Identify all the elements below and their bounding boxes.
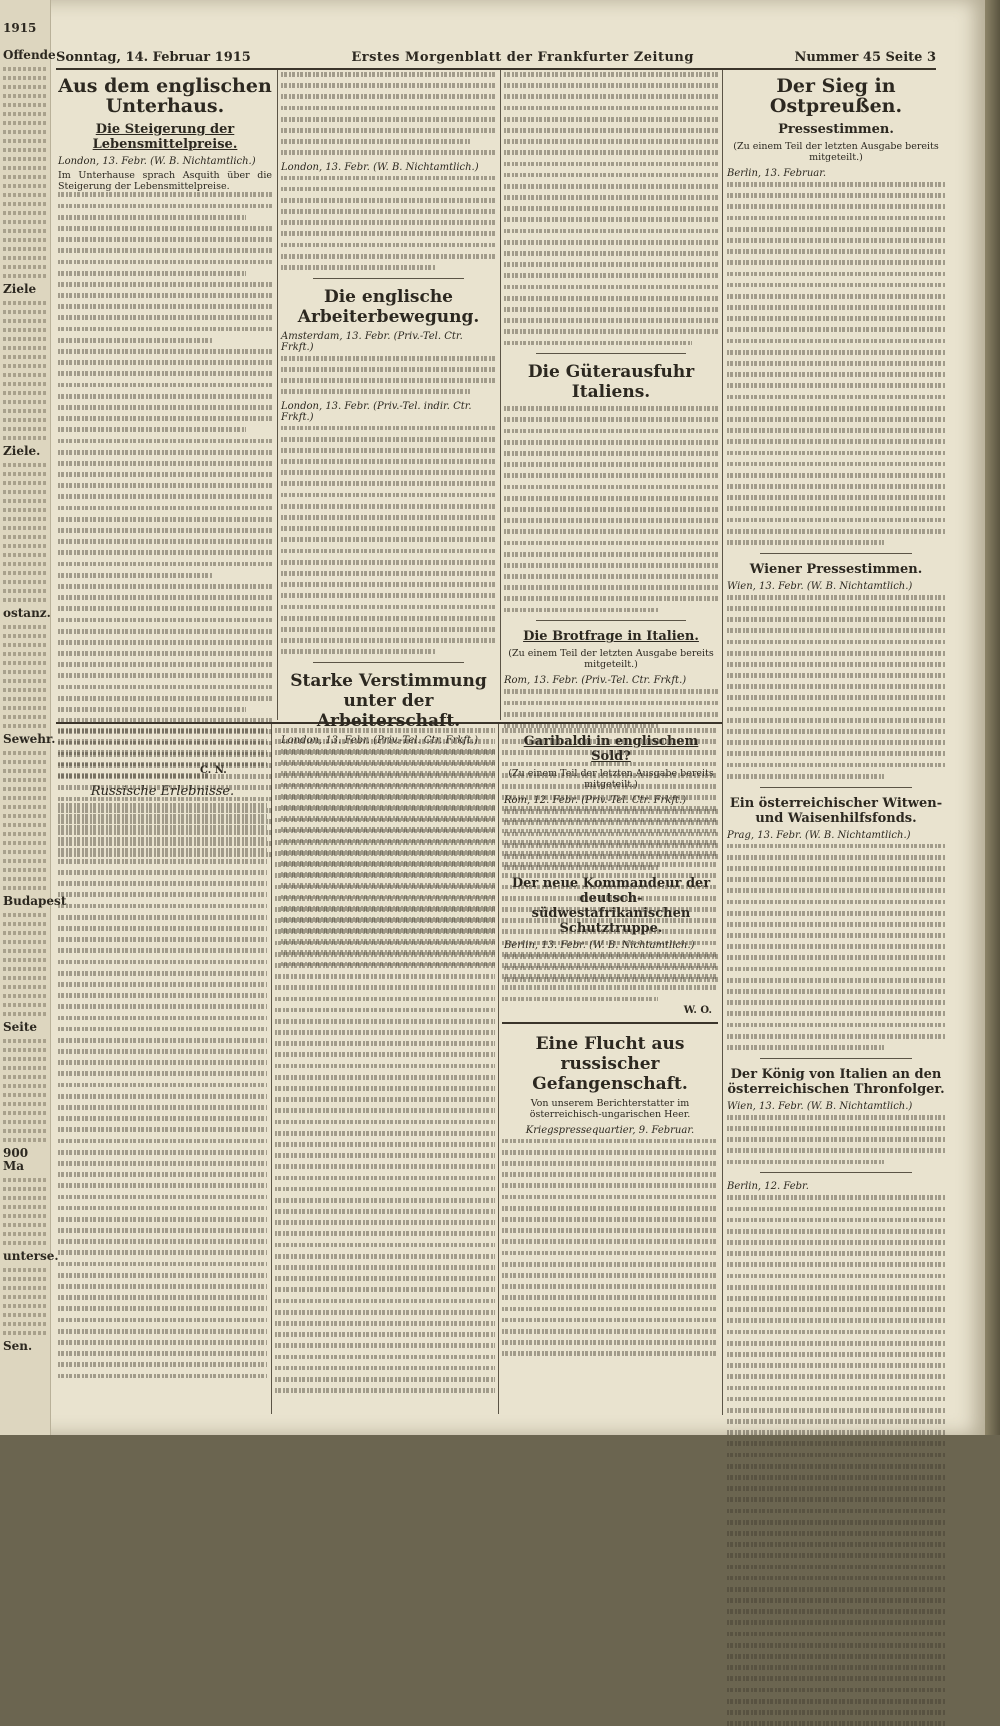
article-body: [727, 595, 945, 779]
article-body: [502, 728, 718, 1001]
article-body: [281, 72, 496, 155]
article-body: [727, 844, 945, 1050]
strip-fragment: Sen.: [3, 1339, 33, 1353]
byline: Von unserem Berichterstatter im österreichisch-ungarischen Heer.: [529, 1097, 691, 1120]
article-headline: Der König von Italien an den österreichischen Thronfolger.: [727, 1066, 945, 1097]
column-arbeiterbewegung: [281, 72, 496, 747]
article-body: [281, 176, 496, 270]
dateline: London, 13. Febr. (Priv.-Tel. Ctr. Frkft.): [281, 735, 479, 747]
signature: C. N.: [200, 765, 227, 776]
article-body: [727, 1115, 945, 1165]
strip-fragment: Seite: [3, 1020, 38, 1034]
column-italien: [504, 72, 718, 952]
article-headline: Garibaldi in englischem Sold?: [523, 734, 699, 765]
article-headline: Starke Verstimmung unter der Arbeiterschaft.: [290, 671, 487, 732]
column-ostpreussen: [727, 72, 945, 1412]
dateline: Rom, 13. Febr. (Priv.-Tel. Ctr. Frkft.): [504, 675, 687, 687]
article-headline: Die Güterausfuhr Italiens.: [527, 362, 695, 403]
issue-date: Sonntag, 14. Februar 1915: [56, 49, 251, 65]
column-unterhaus: [58, 72, 272, 720]
article-subhead: Russische Erlebnisse.: [90, 783, 235, 799]
strip-fragment: Ziele: [3, 282, 37, 296]
strip-fragment: Sewehr.: [3, 732, 56, 746]
strip-fragment: Ziele.: [3, 444, 41, 458]
page-number: Nummer 45 Seite 3: [794, 49, 936, 65]
article-headline: Aus dem englischen Unterhaus.: [58, 75, 272, 117]
dateline: Rom, 12. Febr. (Priv.-Tel. Ctr. Frkft.): [504, 795, 687, 807]
article-body: [504, 72, 718, 345]
article-headline: Die englische Arbeiterbewegung.: [297, 286, 480, 327]
dateline: London, 13. Febr. (W. B. Nichtamtlich.): [58, 156, 256, 167]
article-body: [281, 426, 496, 655]
dateline: Wien, 13. Febr. (W. B. Nichtamtlich.): [727, 1100, 913, 1112]
dateline: Prag, 13. Febr. (W. B. Nichtamtlich.): [727, 829, 911, 841]
signature: W. O.: [683, 1004, 712, 1016]
article-body: [504, 406, 718, 612]
strip-fragment: Budapest: [3, 894, 67, 908]
article-subhead: Pressestimmen.: [778, 122, 894, 137]
dateline: Berlin, 13. Februar.: [727, 168, 827, 179]
article-headline: Der neue Kommandeur der deutsch-südwestafrikanischen Schutztruppe.: [511, 876, 711, 937]
page-header: [56, 48, 936, 70]
dateline: Amsterdam, 13. Febr. (Priv.-Tel. Ctr. Frkft.): [281, 330, 463, 353]
editor-note: (Zu einem Teil der letzten Ausgabe bereits mitgeteilt.): [733, 141, 939, 163]
strip-fragment: ostanz.: [3, 606, 51, 620]
article-body: [58, 803, 267, 1378]
article-subhead: Die Steigerung der Lebensmittelpreise.: [92, 122, 238, 152]
article-headline: Die Brotfrage in Italien.: [523, 629, 699, 645]
article-lead: Im Unterhause sprach Asquith über die Steigerung der Lebensmittelpreise.: [58, 170, 272, 193]
strip-fragment: unterse.: [3, 1249, 59, 1263]
article-body: [727, 1195, 945, 1726]
dateline: London, 13. Febr. (Priv.-Tel. indir. Ctr. Frkft.): [281, 400, 472, 423]
article-subhead: Wiener Pressestimmen.: [749, 561, 923, 577]
editor-note: (Zu einem Teil der letzten Ausgabe bereits mitgeteilt.): [508, 768, 714, 791]
article-body: [502, 1139, 718, 1356]
feuilleton-column-3: [502, 728, 718, 1412]
adjacent-page-strip: [0, 0, 67, 1435]
article-body: [504, 689, 718, 727]
strip-fragment: 900 Ma: [3, 1146, 29, 1173]
article-body: [281, 356, 496, 394]
feuilleton-column-2: [275, 728, 495, 1412]
article-body: [275, 728, 495, 1393]
strip-fragment: Offende: [3, 48, 56, 62]
article-headline: Der Sieg in Ostpreußen.: [769, 75, 903, 117]
dateline: London, 13. Febr. (W. B. Nichtamtlich.): [281, 161, 479, 173]
dateline: Berlin, 13. Febr. (W. B. Nichtamtlich.): [504, 940, 695, 952]
article-body: [58, 728, 267, 778]
dateline: Berlin, 12. Febr.: [727, 1181, 809, 1193]
article-headline: Eine Flucht aus russischer Gefangenschaft.: [532, 1033, 688, 1094]
editor-note: (Zu einem Teil der letzten Ausgabe bereits mitgeteilt.): [508, 648, 714, 671]
dateline: Kriegspressequartier, 9. Februar.: [525, 1124, 695, 1136]
feuilleton-column-1: [58, 728, 267, 1412]
newspaper-name: Erstes Morgenblatt der Frankfurter Zeitung: [351, 49, 694, 65]
page-edge: [985, 0, 1000, 1435]
dateline: Wien, 13. Febr. (W. B. Nichtamtlich.): [727, 580, 913, 592]
article-body: [727, 182, 945, 545]
article-headline: Ein österreichischer Witwen- und Waisenhilfsfonds.: [729, 795, 943, 826]
strip-fragment: 1915: [3, 21, 37, 35]
